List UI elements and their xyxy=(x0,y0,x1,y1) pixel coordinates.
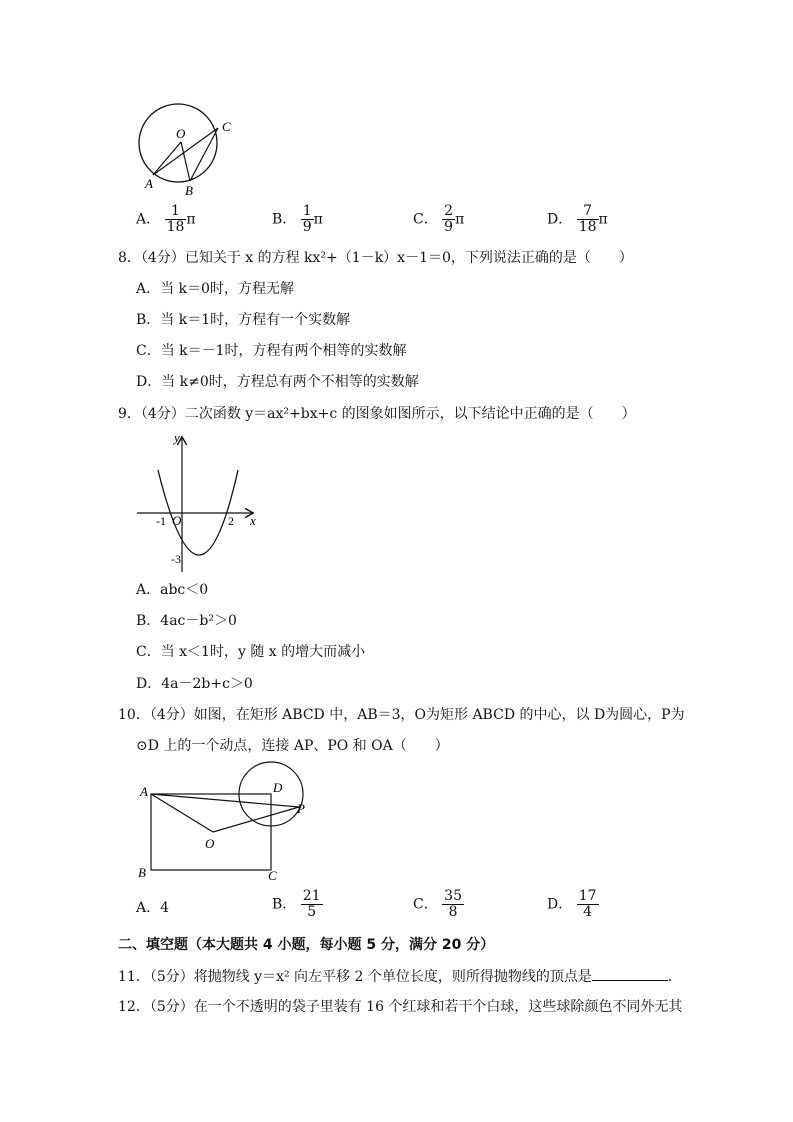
q10-label-o: O xyxy=(205,836,215,851)
q8-stem: 8．（4分）已知关于 x 的方程 kx²+（1－k）x－1＝0，下列说法正确的是（ ） xyxy=(118,250,633,266)
q7-option-a-fraction: $\frac{1}{18}$ xyxy=(166,203,185,235)
q8-option-b: B．当 k＝1时，方程有一个实数解 xyxy=(136,312,351,328)
q7-option-b-fraction: $\frac{1}{9}$ xyxy=(302,203,312,235)
q9-option-a: A．abc＜0 xyxy=(136,582,209,598)
q7-option-a-key: A． xyxy=(136,211,161,228)
q10-stem-line2: ⊙D 上的一个动点，连接 AP、PO 和 OA（ ） xyxy=(136,738,449,754)
q10-option-c-fraction: $\frac{35}{8}$ xyxy=(444,888,462,920)
q9-option-b: B．4ac－b²＞0 xyxy=(136,613,237,629)
q7-segment-ob xyxy=(181,142,190,181)
q9-label-y: y xyxy=(174,430,180,445)
q10-option-d: D． $\frac{17}{4}$ xyxy=(547,888,597,920)
q7-option-d-key: D． xyxy=(547,211,573,228)
q7-label-a: A xyxy=(145,176,153,191)
q9-option-c: C．当 x＜1时，y 随 x 的增大而减小 xyxy=(136,644,366,660)
q10-label-b: B xyxy=(138,865,146,880)
q7-option-d-fraction: $\frac{7}{18}$ xyxy=(578,203,597,235)
q10-stem-line1: 10．（4分）如图，在矩形 ABCD 中，AB＝3，O为矩形 ABCD 的中心，以 D为圆心，P为 xyxy=(118,707,685,723)
q7-option-b: B． $\frac{1}{9}$ π xyxy=(272,203,323,235)
q7-circle xyxy=(139,104,217,182)
q10-label-c: C xyxy=(268,868,277,883)
q9-option-d: D．4a－2b+c＞0 xyxy=(136,676,253,692)
q9-label-origin: O xyxy=(172,513,182,528)
section-2-heading: 二、填空题（本大题共 4 小题，每小题 5 分，满分 20 分） xyxy=(118,937,495,953)
q7-option-c-key: C． xyxy=(413,211,438,228)
q8-option-d: D．当 k≠0时，方程总有两个不相等的实数解 xyxy=(136,374,419,390)
q10-option-d-fraction: $\frac{17}{4}$ xyxy=(578,888,597,920)
q7-option-d: D． $\frac{7}{18}$ π xyxy=(547,203,608,235)
q11 xyxy=(118,966,682,987)
q10-label-d: D xyxy=(273,780,283,795)
q10-option-b: B． $\frac{21}{5}$ xyxy=(272,888,321,920)
q10-label-p: P xyxy=(297,801,305,816)
q7-segment-bc xyxy=(190,128,218,181)
q7-option-a: A． $\frac{1}{18}$ π xyxy=(136,203,196,235)
q9-label-2: 2 xyxy=(228,514,234,528)
q7-label-c: C xyxy=(222,119,231,134)
q9-stem: 9．（4分）二次函数 y＝ax²+bx+c 的图象如图所示，以下结论中正确的是（ ） xyxy=(118,406,636,422)
q7-label-o: O xyxy=(176,126,186,141)
q10-option-b-fraction: $\frac{21}{5}$ xyxy=(302,888,321,920)
q10-option-a: A．4 xyxy=(136,900,170,916)
q8-option-a: A．当 k＝0时，方程无解 xyxy=(136,281,294,297)
q9-label-neg3: -3 xyxy=(171,552,181,566)
q8-option-c: C．当 k＝－1时，方程有两个相等的实数解 xyxy=(136,343,407,359)
q10-segment-ap xyxy=(151,794,299,807)
q7-circle-figure xyxy=(130,95,245,200)
q10-rectangle-figure xyxy=(134,758,324,884)
q7-option-b-key: B． xyxy=(272,211,297,228)
q9-parabola-graph xyxy=(134,430,264,575)
q11-answer-blank[interactable] xyxy=(592,966,668,981)
q10-label-a: A xyxy=(140,784,148,799)
q7-option-c: C． $\frac{2}{9}$ π xyxy=(413,203,465,235)
q10-segment-po xyxy=(213,807,299,832)
q11-end: ． xyxy=(667,969,682,985)
q10-option-c: C． $\frac{35}{8}$ xyxy=(413,888,462,920)
q9-label-x: x xyxy=(250,513,256,528)
q7-option-c-fraction: $\frac{2}{9}$ xyxy=(444,203,454,235)
q9-label-neg1: -1 xyxy=(156,514,166,528)
q10-segment-ao xyxy=(151,794,213,832)
q12-text: 12．（5分）在一个不透明的袋子里装有 16 个红球和若干个白球，这些球除颜色不同外无其 xyxy=(118,999,683,1015)
q7-label-b: B xyxy=(185,183,193,198)
q11-text: 11．（5分）将抛物线 y＝x² 向左平移 2 个单位长度，则所得抛物线的顶点是 xyxy=(118,969,592,985)
